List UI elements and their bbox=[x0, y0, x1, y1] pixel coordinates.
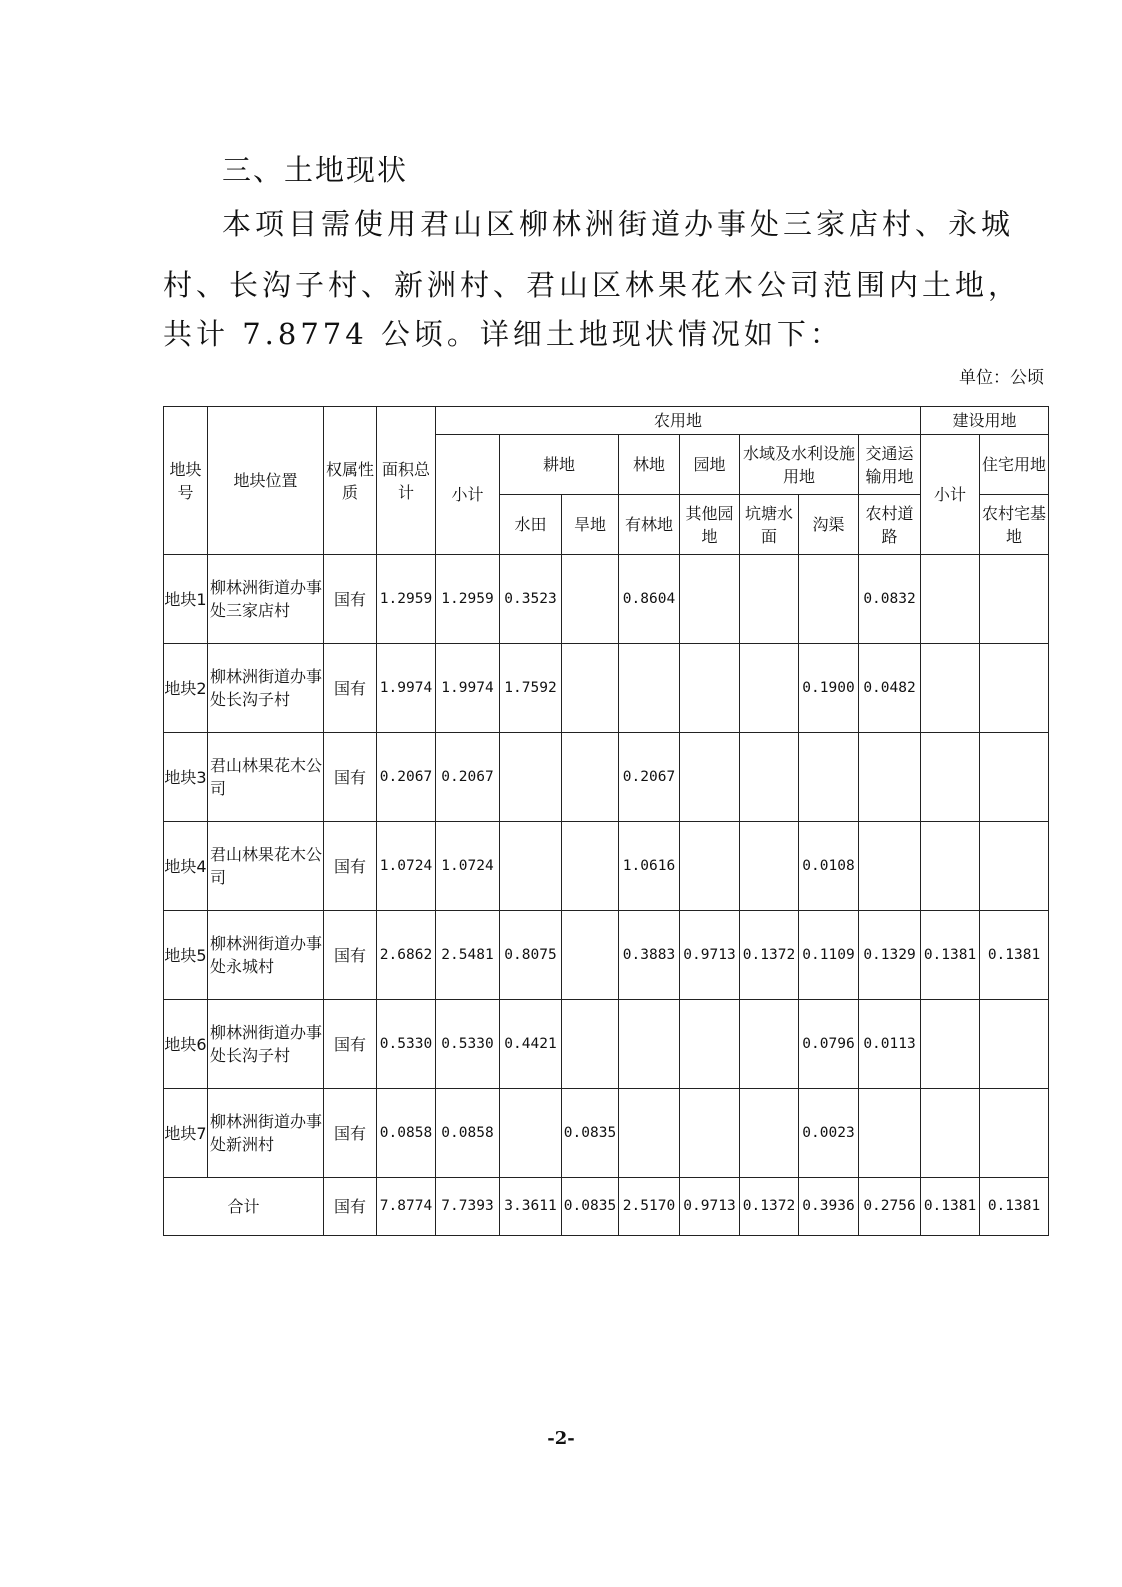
value-cell-garden bbox=[680, 644, 740, 733]
plot-location-cell: 柳林洲街道办事处新洲村 bbox=[208, 1089, 324, 1178]
table-row bbox=[164, 1000, 1049, 1089]
plot-number-cell: 地块5 bbox=[164, 911, 208, 1000]
header-other-garden: 其他园地 bbox=[680, 495, 740, 555]
total-area: 7.8774 bbox=[377, 1178, 436, 1236]
table-row bbox=[164, 644, 1049, 733]
header-ditch: 沟渠 bbox=[799, 495, 859, 555]
value-cell-cons-sub bbox=[921, 644, 980, 733]
plot-number-cell: 地块4 bbox=[164, 822, 208, 911]
plot-location-cell: 柳林洲街道办事处三家店村 bbox=[208, 555, 324, 644]
value-cell-pond bbox=[740, 555, 799, 644]
page-number: -2- bbox=[547, 1428, 575, 1449]
value-cell-cons-sub bbox=[921, 733, 980, 822]
ownership-cell: 国有 bbox=[324, 644, 377, 733]
value-cell-agri-sub: 2.5481 bbox=[436, 911, 500, 1000]
value-cell-homestead bbox=[980, 1089, 1049, 1178]
table-row bbox=[164, 911, 1049, 1000]
value-cell-paddy: 1.7592 bbox=[500, 644, 562, 733]
value-cell-agri-sub: 0.0858 bbox=[436, 1089, 500, 1178]
value-cell-garden bbox=[680, 733, 740, 822]
total-agri-subtotal: 7.7393 bbox=[436, 1178, 500, 1236]
value-cell-garden bbox=[680, 1089, 740, 1178]
header-transport-land: 交通运输用地 bbox=[859, 435, 921, 495]
plot-number-cell: 地块1 bbox=[164, 555, 208, 644]
value-cell-dry bbox=[562, 733, 619, 822]
value-cell-ditch: 0.0108 bbox=[799, 822, 859, 911]
value-cell-pond bbox=[740, 1089, 799, 1178]
value-cell-road bbox=[859, 733, 921, 822]
unit-label: 单位：公顷 bbox=[959, 368, 1044, 388]
header-forest-land: 林地 bbox=[619, 435, 680, 495]
value-cell-paddy bbox=[500, 822, 562, 911]
header-total-area: 面积总计 bbox=[377, 407, 436, 555]
value-cell-forest: 1.0616 bbox=[619, 822, 680, 911]
ownership-cell: 国有 bbox=[324, 1000, 377, 1089]
section-heading: 三、土地现状 bbox=[222, 153, 409, 187]
table-row bbox=[164, 733, 1049, 822]
value-cell-pond bbox=[740, 1000, 799, 1089]
value-cell-ditch: 0.1900 bbox=[799, 644, 859, 733]
value-cell-agri-sub: 0.2067 bbox=[436, 733, 500, 822]
table-row bbox=[164, 822, 1049, 911]
header-agri-subtotal: 小计 bbox=[436, 435, 500, 555]
value-cell-agri-sub: 1.2959 bbox=[436, 555, 500, 644]
value-cell-forest: 0.3883 bbox=[619, 911, 680, 1000]
paragraph-line-1: 本项目需使用君山区柳林洲街道办事处三家店村、永城 bbox=[222, 207, 1015, 241]
value-cell-homestead bbox=[980, 822, 1049, 911]
value-cell-ditch: 0.0023 bbox=[799, 1089, 859, 1178]
value-cell-paddy bbox=[500, 1089, 562, 1178]
value-cell-total: 0.0858 bbox=[377, 1089, 436, 1178]
value-cell-garden bbox=[680, 822, 740, 911]
value-cell-homestead bbox=[980, 1000, 1049, 1089]
value-cell-pond bbox=[740, 733, 799, 822]
ownership-cell: 国有 bbox=[324, 911, 377, 1000]
total-row bbox=[164, 1178, 1049, 1236]
header-paddy: 水田 bbox=[500, 495, 562, 555]
header-location: 地块位置 bbox=[208, 407, 324, 555]
value-cell-dry bbox=[562, 644, 619, 733]
value-cell-cons-sub bbox=[921, 555, 980, 644]
value-cell-ditch: 0.1109 bbox=[799, 911, 859, 1000]
value-cell-forest bbox=[619, 1000, 680, 1089]
header-dry-land: 旱地 bbox=[562, 495, 619, 555]
table-row bbox=[164, 555, 1049, 644]
value-cell-total: 0.2067 bbox=[377, 733, 436, 822]
header-garden-land: 园地 bbox=[680, 435, 740, 495]
table-row bbox=[164, 1089, 1049, 1178]
plot-location-cell: 柳林洲街道办事处永城村 bbox=[208, 911, 324, 1000]
value-cell-paddy: 0.8075 bbox=[500, 911, 562, 1000]
value-cell-road bbox=[859, 822, 921, 911]
paragraph-line-3: 共计 7.8774 公顷。详细土地现状情况如下： bbox=[163, 317, 843, 351]
value-cell-ditch bbox=[799, 733, 859, 822]
value-cell-road: 0.1329 bbox=[859, 911, 921, 1000]
header-residential-land: 住宅用地 bbox=[980, 435, 1049, 495]
value-cell-total: 1.9974 bbox=[377, 644, 436, 733]
plot-number-cell: 地块6 bbox=[164, 1000, 208, 1089]
header-construction-subtotal: 小计 bbox=[921, 435, 980, 555]
value-cell-cons-sub bbox=[921, 1089, 980, 1178]
value-cell-homestead: 0.1381 bbox=[980, 911, 1049, 1000]
value-cell-pond: 0.1372 bbox=[740, 911, 799, 1000]
total-ownership: 国有 bbox=[324, 1178, 377, 1236]
header-ownership: 权属性质 bbox=[324, 407, 377, 555]
plot-location-cell: 柳林洲街道办事处长沟子村 bbox=[208, 644, 324, 733]
value-cell-garden bbox=[680, 1000, 740, 1089]
value-cell-ditch bbox=[799, 555, 859, 644]
ownership-cell: 国有 bbox=[324, 733, 377, 822]
value-cell-total: 1.0724 bbox=[377, 822, 436, 911]
paragraph-line-2: 村、长沟子村、新洲村、君山区林果花木公司范围内土地， bbox=[163, 268, 1022, 302]
header-rural-road: 农村道路 bbox=[859, 495, 921, 555]
plot-number-cell: 地块2 bbox=[164, 644, 208, 733]
value-cell-agri-sub: 1.0724 bbox=[436, 822, 500, 911]
total-paddy: 3.3611 bbox=[500, 1178, 562, 1236]
value-cell-paddy bbox=[500, 733, 562, 822]
header-pond: 坑塘水面 bbox=[740, 495, 799, 555]
header-forested: 有林地 bbox=[619, 495, 680, 555]
value-cell-garden: 0.9713 bbox=[680, 911, 740, 1000]
value-cell-cons-sub: 0.1381 bbox=[921, 911, 980, 1000]
value-cell-total: 1.2959 bbox=[377, 555, 436, 644]
land-status-table bbox=[163, 406, 1049, 1236]
value-cell-total: 2.6862 bbox=[377, 911, 436, 1000]
header-agricultural-land: 农用地 bbox=[436, 407, 921, 435]
value-cell-dry bbox=[562, 1000, 619, 1089]
value-cell-total: 0.5330 bbox=[377, 1000, 436, 1089]
header-construction-land: 建设用地 bbox=[921, 407, 1049, 435]
header-arable-land: 耕地 bbox=[500, 435, 619, 495]
ownership-cell: 国有 bbox=[324, 1089, 377, 1178]
value-cell-dry bbox=[562, 911, 619, 1000]
plot-location-cell: 君山林果花木公司 bbox=[208, 733, 324, 822]
value-cell-agri-sub: 1.9974 bbox=[436, 644, 500, 733]
value-cell-pond bbox=[740, 644, 799, 733]
total-road: 0.2756 bbox=[859, 1178, 921, 1236]
value-cell-garden bbox=[680, 555, 740, 644]
plot-number-cell: 地块3 bbox=[164, 733, 208, 822]
plot-location-cell: 柳林洲街道办事处长沟子村 bbox=[208, 1000, 324, 1089]
value-cell-agri-sub: 0.5330 bbox=[436, 1000, 500, 1089]
ownership-cell: 国有 bbox=[324, 555, 377, 644]
total-construction-subtotal: 0.1381 bbox=[921, 1178, 980, 1236]
value-cell-dry: 0.0835 bbox=[562, 1089, 619, 1178]
header-water-land: 水域及水利设施用地 bbox=[740, 435, 859, 495]
plot-location-cell: 君山林果花木公司 bbox=[208, 822, 324, 911]
total-ditch: 0.3936 bbox=[799, 1178, 859, 1236]
total-dry: 0.0835 bbox=[562, 1178, 619, 1236]
value-cell-ditch: 0.0796 bbox=[799, 1000, 859, 1089]
value-cell-road: 0.0113 bbox=[859, 1000, 921, 1089]
value-cell-road: 0.0482 bbox=[859, 644, 921, 733]
plot-number-cell: 地块7 bbox=[164, 1089, 208, 1178]
header-homestead: 农村宅基地 bbox=[980, 495, 1049, 555]
value-cell-paddy: 0.3523 bbox=[500, 555, 562, 644]
value-cell-homestead bbox=[980, 733, 1049, 822]
value-cell-homestead bbox=[980, 644, 1049, 733]
total-garden: 0.9713 bbox=[680, 1178, 740, 1236]
header-plot-no: 地块号 bbox=[164, 407, 208, 555]
value-cell-forest bbox=[619, 644, 680, 733]
total-pond: 0.1372 bbox=[740, 1178, 799, 1236]
value-cell-forest bbox=[619, 1089, 680, 1178]
value-cell-homestead bbox=[980, 555, 1049, 644]
value-cell-road: 0.0832 bbox=[859, 555, 921, 644]
value-cell-cons-sub bbox=[921, 1000, 980, 1089]
value-cell-cons-sub bbox=[921, 822, 980, 911]
value-cell-forest: 0.8604 bbox=[619, 555, 680, 644]
value-cell-pond bbox=[740, 822, 799, 911]
total-forest: 2.5170 bbox=[619, 1178, 680, 1236]
total-label: 合计 bbox=[164, 1178, 324, 1236]
value-cell-dry bbox=[562, 822, 619, 911]
value-cell-paddy: 0.4421 bbox=[500, 1000, 562, 1089]
value-cell-forest: 0.2067 bbox=[619, 733, 680, 822]
value-cell-dry bbox=[562, 555, 619, 644]
ownership-cell: 国有 bbox=[324, 822, 377, 911]
total-homestead: 0.1381 bbox=[980, 1178, 1049, 1236]
value-cell-road bbox=[859, 1089, 921, 1178]
